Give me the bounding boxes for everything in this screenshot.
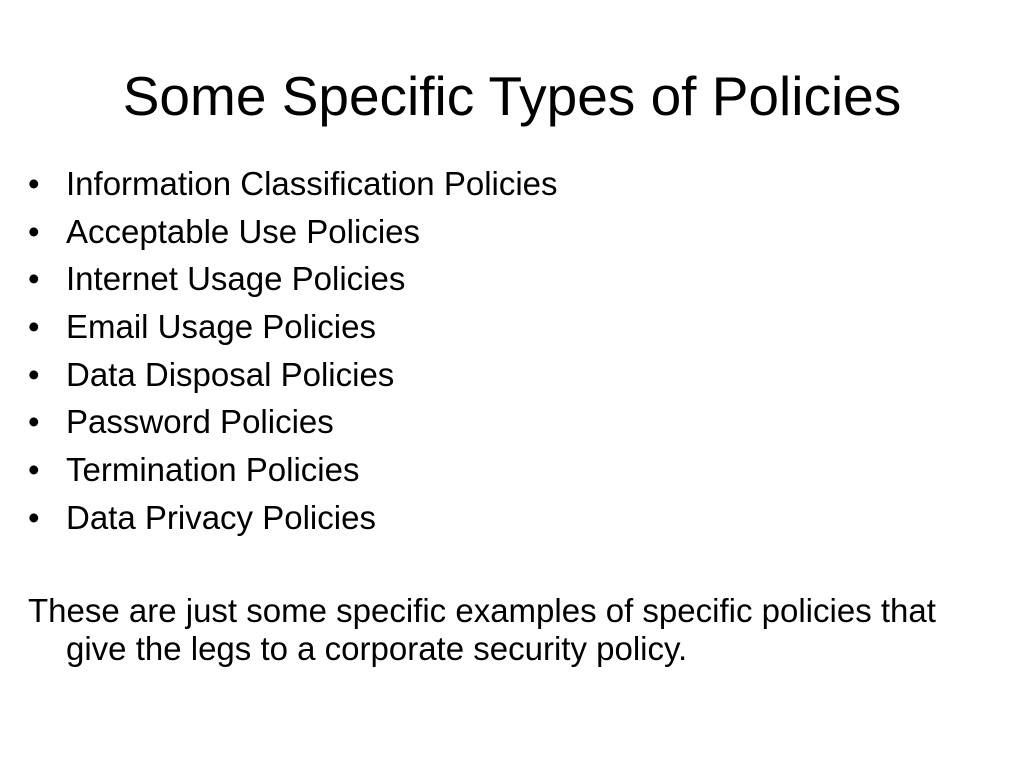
bullet-item-data-privacy <box>28 494 988 542</box>
bullet-item-data-disposal <box>28 351 988 399</box>
bullet-item-acceptable-use <box>28 208 988 256</box>
bullet-marker: • <box>28 355 40 393</box>
bullet-item-information-classification <box>28 160 988 208</box>
bullet-list <box>28 160 988 542</box>
bullet-marker: • <box>28 212 40 250</box>
bullet-marker: • <box>28 165 40 202</box>
bullet-item-internet-usage <box>28 255 988 303</box>
bullet-text: Acceptable Use Policies <box>66 212 421 250</box>
bullet-marker: • <box>28 498 40 536</box>
bullet-text: Internet Usage Policies <box>66 260 406 298</box>
bullet-item-termination <box>28 446 988 494</box>
bullet-text: Termination Policies <box>66 451 360 489</box>
bullet-text: Data Privacy Policies <box>66 498 376 536</box>
bullet-text: Email Usage Policies <box>66 308 376 346</box>
bullet-item-email-usage <box>28 303 988 351</box>
summary-note: These are just some specific examples of specific policies that give the legs to a corporate security policy. <box>28 592 936 667</box>
bullet-text: Data Disposal Policies <box>66 355 395 393</box>
bullet-text: Information Classification Policies <box>66 165 558 202</box>
bullet-marker: • <box>28 403 40 441</box>
bullet-text: Password Policies <box>66 403 334 441</box>
slide-title: Some Specific Types of Policies <box>122 65 902 127</box>
bullet-marker: • <box>28 308 40 346</box>
bullet-item-password <box>28 398 988 446</box>
bullet-marker: • <box>28 260 40 298</box>
bullet-marker: • <box>28 451 40 489</box>
